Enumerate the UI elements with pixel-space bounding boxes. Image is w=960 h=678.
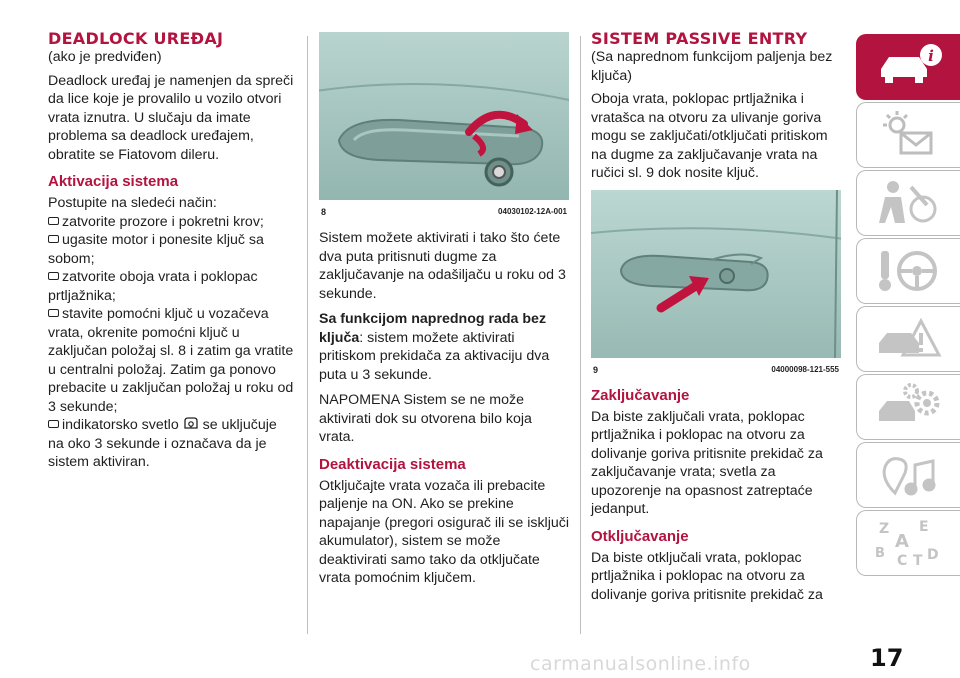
tab-safety[interactable] (856, 170, 960, 236)
index-icon (875, 517, 945, 569)
figure-code: 04030102-12A-001 (498, 207, 567, 216)
emergency-icon (875, 313, 945, 365)
starting-driving-icon (875, 245, 945, 297)
lock-text: Da biste zaključali vrata, poklopac prtljažnika i poklopac na otvoru za dolivanje goriva pritisnite prekidač za zaključavanje vrata; svetla za upozorenje na opasnost zatreptaće jedanput. (591, 408, 823, 517)
chapter-tabs (856, 34, 960, 578)
unlock-heading: Otključavanje (591, 527, 689, 545)
safety-airbag-icon (875, 177, 945, 229)
activation-remote-text: Sistem možete aktivirati i tako što ćete dva puta pritisnuti dugme za zaključavanje na odašiljaču u roku od 3 sekunde. (319, 230, 566, 302)
step-item: zatvorite prozore i pokretni krov; (48, 213, 296, 232)
bullet-icon (48, 420, 59, 428)
svg-text:B: B (875, 546, 885, 561)
passive-entry-title: SISTEM PASSIVE ENTRY (591, 29, 808, 48)
svg-text:Z: Z (879, 521, 890, 537)
bullet-icon (48, 272, 59, 280)
activation-lead: Postupite na sledeći način: (48, 195, 217, 211)
svg-text:T: T (913, 553, 923, 569)
deactivation-heading: Deaktivacija sistema (319, 455, 466, 473)
column-divider (307, 36, 308, 634)
car-info-icon (875, 41, 945, 93)
svg-text:E: E (919, 519, 929, 535)
tab-multimedia[interactable] (856, 442, 960, 508)
tab-index[interactable] (856, 510, 960, 576)
figure-8-caption (319, 200, 569, 219)
figure-number: 8 (321, 207, 327, 217)
bullet-icon (48, 235, 59, 243)
bullet-icon (48, 217, 59, 225)
svg-text:C: C (897, 553, 908, 569)
figure-9-photo (591, 190, 841, 358)
page-number: 17 (870, 644, 904, 672)
activation-heading: Aktivacija sistema (48, 173, 179, 190)
column-passive-entry (591, 30, 841, 611)
figure-code: 04000098-121-555 (771, 364, 839, 374)
figure-8-photo (319, 32, 569, 200)
tab-car-info[interactable] (856, 34, 960, 100)
tab-starting-driving[interactable] (856, 238, 960, 304)
svg-text:A: A (895, 531, 909, 552)
unlock-text: Da biste otključali vrata, poklopac prtljažnika i poklopac na otvoru za dolivanje goriva pritisnite prekidač za (591, 549, 823, 603)
figure-number: 9 (593, 364, 599, 375)
step-item: zatvorite oboja vrata i poklopac prtljažnika; (48, 269, 258, 304)
lock-heading: Zaključavanje (591, 386, 690, 404)
tab-dashboard-lights[interactable] (856, 102, 960, 168)
deactivation-text: Otključajte vrata vozača ili prebacite paljenje na ON. Ako se prekine napajanje (pregori osigurač ili se isključi akumulator), sistem se može deaktivirati samo tako da otključate vrata pomoćnim ključem. (319, 477, 569, 586)
deadlock-title: DEADLOCK UREĐAJ (48, 29, 224, 48)
tab-emergency[interactable] (856, 306, 960, 372)
step-item: stavite pomoćni ključ u vozačeva vrata, okrenite pomoćni ključ u zaključan položaj sl. 8 i zatim ga vratite u centralni položaj. Zatim ga ponovo prebacite u zaključan položaj u roku od 3 sekunde; (48, 306, 294, 415)
step-item: ugasite motor i ponesite ključ sa sobom; (48, 232, 264, 267)
passive-entry-intro: Oboja vrata, poklopac prtljažnika i vratašca na otvoru za ulivanje goriva mogu se zaključati/otključati pritiskom na dugme za zaključavanje vrata na ručici sl. 9 dok nosite ključ. (591, 91, 828, 181)
maintenance-icon (875, 381, 945, 433)
tab-maintenance[interactable] (856, 374, 960, 440)
svg-text:i: i (928, 47, 934, 65)
column-deadlock (48, 30, 296, 472)
deadlock-subtitle: (ako je predviđen) (48, 49, 162, 65)
svg-text:D: D (927, 547, 939, 563)
step-item: indikatorsko svetlo se uključuje na oko 3 sekunde i označava da je sistem aktiviran. (48, 417, 277, 470)
figure-9-caption (591, 358, 841, 377)
watermark: carmanualsonline.info (530, 653, 751, 675)
bullet-icon (48, 309, 59, 317)
dashboard-lights-icon (875, 109, 945, 161)
multimedia-icon (875, 449, 945, 501)
door-handle-key-rotation-illustration (319, 32, 569, 200)
deadlock-warning-lamp-icon (183, 416, 199, 430)
door-handle-button-press-illustration (591, 190, 841, 358)
deadlock-intro: Deadlock uređaj je namenjen da spreči da lice koje je provalilo u vozilo otvori vrata iznutra. U slučaju da imate problema sa deadlock uređajem, obratite se Fiatovom dileru. (48, 72, 294, 163)
column-deadlock-cont (319, 30, 569, 595)
note-text: NAPOMENA Sistem se ne može aktivirati dok su otvorena bilo koja vrata. (319, 392, 532, 445)
passive-entry-subtitle: (Sa naprednom funkcijom paljenja bez ključa) (591, 49, 833, 84)
column-divider (580, 36, 581, 634)
keyless-activation-text: Sa funkcijom naprednog rada bez ključa: sistem možete aktivirati pritiskom prekidača za aktivaciju dva puta u 3 sekunde. (319, 311, 550, 383)
